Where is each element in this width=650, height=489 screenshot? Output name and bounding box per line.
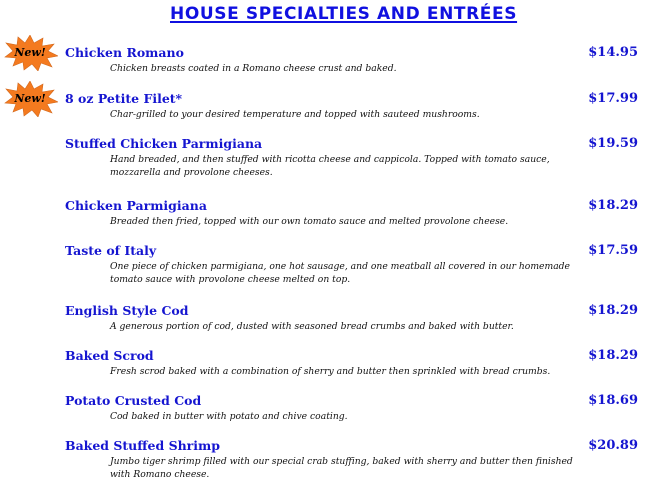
- item-price: $17.59: [588, 243, 638, 258]
- item-name: Stuffed Chicken Parmigiana: [65, 136, 263, 151]
- item-price: $20.89: [588, 438, 638, 453]
- new-badge-label: New!: [14, 46, 46, 59]
- new-badge: [2, 81, 58, 117]
- new-badge: [2, 35, 58, 71]
- item-description: Char-grilled to your desired temperature and topped with sauteed mushrooms.: [110, 109, 480, 120]
- item-name: Potato Crusted Cod: [65, 393, 202, 408]
- item-price: $14.95: [588, 45, 638, 60]
- item-description: A generous portion of cod, dusted with seasoned bread crumbs and baked with butter.: [110, 321, 514, 332]
- item-description: Breaded then fried, topped with our own tomato sauce and melted provolone cheese.: [110, 216, 509, 227]
- item-description: Jumbo tiger shrimp filled with our special crab stuffing, baked with sherry and butter then finished with Romano cheese.: [110, 456, 573, 480]
- item-price: $18.69: [588, 393, 638, 408]
- item-price: $19.59: [588, 136, 638, 151]
- item-description: Fresh scrod baked with a combination of sherry and butter then sprinkled with bread crumbs.: [110, 366, 551, 377]
- item-name: Baked Scrod: [65, 348, 154, 363]
- page-title: HOUSE SPECIALTIES AND ENTRÉES: [170, 4, 518, 24]
- item-description: One piece of chicken parmigiana, one hot sausage, and one meatball all covered in our homemade tomato sauce with provolone cheese melted on top.: [110, 261, 570, 285]
- item-name: Chicken Romano: [65, 45, 184, 60]
- item-price: $18.29: [588, 198, 638, 213]
- item-price: $18.29: [588, 303, 638, 318]
- item-description: Hand breaded, and then stuffed with ricotta cheese and cappicola. Topped with tomato sauce, mozzarella and provolone cheeses.: [110, 154, 550, 178]
- item-description: Chicken breasts coated in a Romano cheese crust and baked.: [110, 63, 397, 74]
- new-badge-label: New!: [14, 92, 46, 105]
- item-name: Chicken Parmigiana: [65, 198, 207, 213]
- item-description: Cod baked in butter with potato and chive coating.: [110, 411, 348, 422]
- item-name: 8 oz Petite Filet*: [65, 91, 183, 106]
- item-price: $17.99: [588, 91, 638, 106]
- item-price: $18.29: [588, 348, 638, 363]
- item-name: Baked Stuffed Shrimp: [65, 438, 220, 453]
- item-name: English Style Cod: [65, 303, 189, 318]
- item-name: Taste of Italy: [65, 243, 157, 258]
